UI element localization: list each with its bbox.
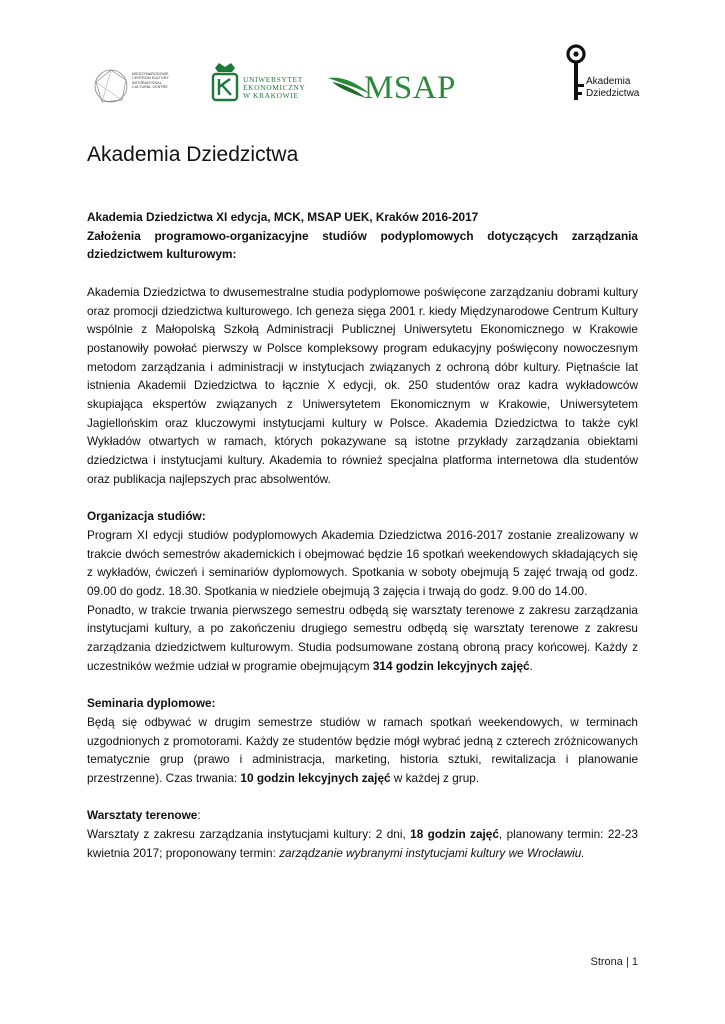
org-heading: [87, 507, 638, 526]
seminar-text-end: w każdej z grup.: [390, 771, 480, 786]
workshop-text: Warsztaty z zakresu zarządzania instytucjami kultury: 2 dni,: [87, 827, 411, 842]
seminar-hours: 10 godzin lekcyjnych zajęć: [240, 771, 391, 786]
akademia-logo-text: [586, 76, 639, 100]
org-paragraph-2-end: .: [529, 658, 533, 673]
document-body: [87, 208, 638, 863]
mck-logo: [92, 66, 182, 108]
org-paragraph-2-text: Ponadto, w trakcie trwania pierwszego semestru odbędą się warsztaty terenowe z zakresu zarządzania instytucjami kultury, a po zakończeniu drugiego semestru odbędą się warsztaty terenowe z zakresu zarządzania dziedzictwem kulturowym. Studia podsumowane zostaną obroną pracy końcowej. Każdy z uczestników weźmie udział w programie obejmującym: [87, 602, 638, 673]
seminar-paragraph: [87, 713, 638, 788]
workshop-heading: [87, 806, 638, 825]
workshop-paragraph: [87, 825, 638, 862]
intro-paragraph: Akademia Dziedzictwa to dwusemestralne studia podyplomowe poświęcone zarządzaniu dobrami kultury oraz promocji dziedzictwa kulturowego. Ich geneza sięga 2001 r. kiedy Międzynarodowe Centrum Kultury wspólnie z Małopolską Szkołą Administracji Publicznej Uniwersytetu Ekonomicznego w Krakowie postanowiły powołać pierwszy w Polsce kompleksowy program edukacyjny poświęcony nowoczesnym metodom zarządzania i administracji w instytucjach związanych z ochroną dóbr kultury. Piętnaście lat istnienia Akademii Dziedzictwa to łącznie X edycji, ok. 250 studentów oraz kadra wykładowców skupiająca ekspertów związanych z Uniwersytetem Ekonomicznym w Krakowie, Uniwersytetem Jagiellońskim oraz kluczowymi instytucjami kultury w Polsce. Akademia Dziedzictwa to także cykl Wykładów otwartych w ramach, których pokazywane są istotne przykłady zarządzania obiektami dziedzictwa i instytucjami kultury. Akademia to również specjalna platforma internetowa dla studentów oraz publikacja najlepszych prac absolwentów.: [87, 284, 638, 486]
subtitle-line1: [87, 208, 638, 227]
seminar-text: Będą się odbywać w drugim semestrze studiów w ramach spotkań weekendowych, w terminach uzgodnionych z promotorami. Każdy ze studentów będzie mógł wybrać jedną z czterech zróżnicowanych tematycznie grup (prawo i administracja, marketing, historia sztuki, rewitalizacja i planowanie przestrzenne). Czas trwania:: [87, 714, 638, 786]
org-paragraph-1: Program XI edycji studiów podyplomowych Akademia Dziedzictwa 2016-2017 zostanie zrealizowany w trakcie dwóch semestrów akademickich i obejmować będzie 16 spotkań weekendowych składających się z wykładów, ćwiczeń i seminariów dyplomowych. Spotkania w soboty obejmują 5 zajęć trwają od godz. 09.00 do godz. 18.30. Spotkania w niedziele obejmują 3 zajęcia i trwają do godz. 9.00 do 14.00.: [87, 527, 638, 599]
subtitle-line2-text: Założenia programowo-organizacyjne studiów podyplomowych dotyczących zarządzania dziedzictwem kulturowym:: [87, 228, 638, 262]
org-heading-text: Organizacja studiów:: [87, 509, 206, 524]
uek-logo: [210, 62, 310, 112]
uek-crest-icon: [210, 62, 240, 104]
key-icon: [564, 44, 588, 102]
mck-emblem-icon: [92, 66, 130, 106]
akademia-dziedzictwa-logo: [560, 44, 660, 104]
msap-logo: [326, 70, 466, 110]
subtitle-line1-text: Akademia Dziedzictwa XI edycja, MCK, MSAP UEK, Kraków 2016-2017: [87, 210, 479, 224]
page-title: Akademia Dziedzictwa: [87, 143, 299, 166]
akademia-logo-line2: Dziedzictwa: [586, 88, 640, 99]
page-number: Strona | 1: [590, 956, 638, 968]
logo-bar: [0, 44, 725, 114]
seminar-heading-text: Seminaria dyplomowe:: [87, 696, 216, 711]
org-hours-total: 314 godzin lekcyjnych zajęć: [372, 658, 530, 673]
akademia-logo-line1: Akademia: [586, 76, 631, 87]
workshop-heading-colon: :: [197, 808, 201, 823]
workshop-proposed-topic: zarządzanie wybranymi instytucjami kultury we Wrocławiu.: [279, 845, 585, 860]
workshop-heading-text: Warsztaty terenowe: [87, 808, 198, 823]
msap-logo-text: MSAP: [364, 70, 456, 106]
org-paragraph-2: [87, 601, 638, 676]
mck-logo-text: MIĘDZYNARODOWE CENTRUM KULTURY INTERNATIONAL CULTURAL CENTRE: [132, 72, 169, 90]
seminar-heading: [87, 694, 638, 713]
workshop-hours: 18 godzin zajęć: [410, 827, 499, 842]
workshop-text-2: , planowany termin: 22-23 kwietnia 2017; proponowany termin:: [87, 827, 638, 860]
subtitle-line2: [87, 227, 638, 264]
uek-logo-text: UNIWERSYTET EKONOMICZNY W KRAKOWIE: [243, 75, 306, 100]
